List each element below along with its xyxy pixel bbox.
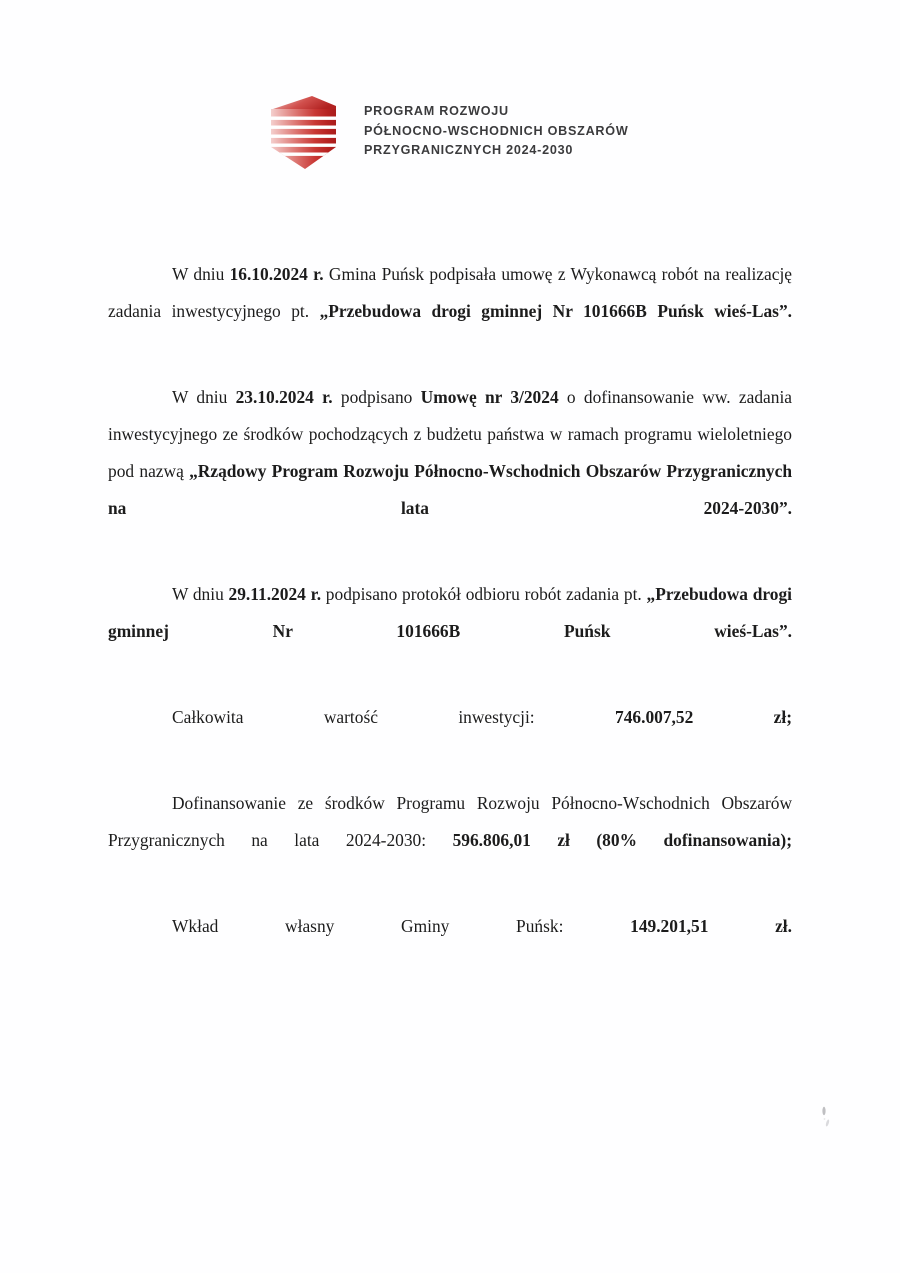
text-run: W dniu — [172, 264, 230, 284]
text-run: Dofinansowanie ze środków Programu Rozwoju Północno-Wschodnich Obszarów Przygranicznych na lata 2024-2030: — [108, 793, 792, 850]
text-run-bold: 596.806,01 zł (80% dofinansowania); — [452, 830, 792, 850]
text-run: Gmina Puńsk podpisała umowę z Wykonawcą robót na realizację zadania inwestycyjnego pt. — [108, 264, 792, 321]
logo-line-2: PÓŁNOCNO-WSCHODNICH OBSZARÓW — [364, 123, 629, 138]
text-run: podpisano — [332, 387, 421, 407]
document-body — [108, 256, 792, 982]
program-logo-text — [364, 95, 628, 161]
text-run: Wkład własny Gminy Puńsk: — [172, 916, 631, 936]
paragraph-total-investment-value — [108, 699, 792, 773]
paragraph-contractor-agreement — [108, 256, 792, 367]
text-run-bold: 746.007,52 zł; — [615, 707, 792, 727]
paragraph-own-contribution — [108, 908, 792, 982]
text-run: W dniu — [172, 584, 229, 604]
text-run-bold: „Rządowy Program Rozwoju Północno-Wschodnich Obszarów Przygranicznych na lata 2024-2030”. — [108, 461, 792, 518]
paragraph-cofinancing-amount — [108, 785, 792, 896]
logo-line-3: PRZYGRANICZNYCH 2024-2030 — [364, 143, 574, 157]
text-run-bold: 23.10.2024 r. — [235, 387, 333, 407]
text-run-bold: „Przebudowa drogi gminnej Nr 101666B Puńsk wieś-Las”. — [319, 301, 792, 321]
scan-smudge-artifact — [818, 1104, 834, 1132]
text-run-bold: 149.201,51 zł. — [630, 916, 792, 936]
text-run: o dofinansowanie ww. zadania inwestycyjnego ze środków pochodzących z budżetu państwa w ramach programu wieloletniego pod nazwą — [108, 387, 793, 481]
paragraph-cofinancing-agreement — [108, 379, 792, 564]
text-run-bold: „Przebudowa drogi gminnej Nr 101666B Puńsk wieś-Las”. — [108, 584, 793, 641]
text-run-bold: 29.11.2024 r. — [228, 584, 322, 604]
paragraph-acceptance-protocol — [108, 576, 792, 687]
text-run: W dniu — [172, 387, 236, 407]
shield-emblem-icon — [268, 95, 346, 171]
text-run: Całkowita wartość inwestycji: — [172, 707, 616, 727]
logo-line-1: PROGRAM ROZWOJU — [364, 104, 509, 118]
text-run-bold: Umowę nr 3/2024 — [420, 387, 559, 407]
program-logo — [268, 95, 628, 171]
text-run-bold: 16.10.2024 r. — [229, 264, 324, 284]
text-run: podpisano protokół odbioru robót zadania pt. — [321, 584, 647, 604]
